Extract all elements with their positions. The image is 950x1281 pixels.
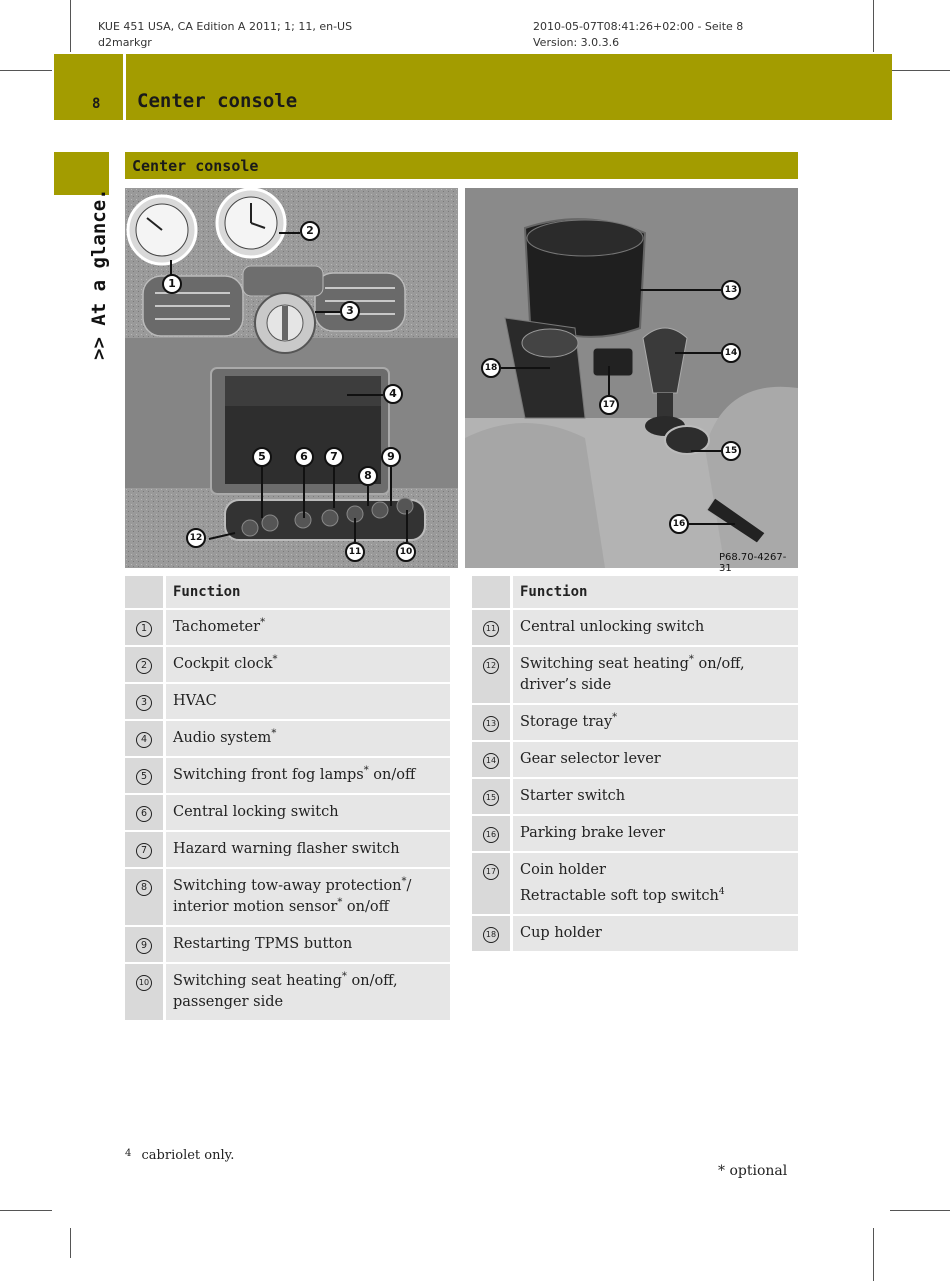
print-meta-line: Version: 3.0.3.6 [533,36,620,49]
item-number: 12 [483,658,499,674]
optional-note: * optional [718,1163,788,1179]
callout-marker: 12 [186,528,206,548]
function-label-suffix: on/off [342,899,389,915]
table-row [125,720,450,757]
table-row [125,609,450,646]
function-label: Switching seat heating [520,656,689,672]
function-label: Cup holder [520,925,602,941]
console-illustration [465,188,798,568]
item-number: 8 [136,880,152,896]
table-row [125,831,450,868]
callout-marker: 10 [396,542,416,562]
function-label: Switching tow-away protection [173,878,402,894]
footnote-text: cabriolet only. [141,1148,235,1163]
table-row [472,778,798,815]
table-row [125,757,450,794]
footnote-ref: 4 [718,887,725,898]
function-table-right [472,576,798,953]
page-title: Center console [137,90,298,112]
table-row [125,963,450,1021]
console-photo [465,188,798,574]
item-number: 17 [483,864,499,880]
item-number: 4 [136,732,152,748]
optional-star: * [260,617,266,629]
callout-marker: 15 [721,441,741,461]
function-label: Cockpit clock [173,656,273,672]
print-meta-line: 2010-05-07T08:41:26+02:00 - Seite 8 [533,20,744,33]
item-number: 16 [483,827,499,843]
optional-star: * [688,654,694,666]
dashboard-photo [125,188,458,568]
crop-mark [873,1228,874,1281]
callout-marker: 14 [721,343,741,363]
optional-star: * [341,971,347,983]
table-row [472,704,798,741]
table-row [125,794,450,831]
function-label: Hazard warning flasher switch [173,841,400,857]
print-meta-line: KUE 451 USA, CA Edition A 2011; 1; 11, en-US [98,20,353,33]
crop-mark [890,70,950,71]
crop-mark [70,1228,71,1258]
optional-star: * [337,897,343,909]
item-number: 6 [136,806,152,822]
function-label-suffix: / [406,878,412,894]
crop-mark [890,1210,950,1211]
function-label-line2: interior motion sensor [173,899,338,915]
table-row [125,646,450,683]
print-meta-line: d2markgr [98,36,152,49]
function-label: Restarting TPMS button [173,936,353,952]
callout-marker: 5 [252,447,272,467]
callout-marker: 4 [383,384,403,404]
table-row [125,683,450,720]
table-row [472,741,798,778]
item-number: 11 [483,621,499,637]
callout-marker: 2 [300,221,320,241]
table-header-row [472,576,798,609]
callout-marker: 16 [669,514,689,534]
item-number: 1 [136,621,152,637]
function-label-suffix: on/off [368,767,416,783]
item-number: 5 [136,769,152,785]
dashboard-illustration [125,188,458,568]
table-header: Function [165,576,451,609]
optional-star: * [612,712,618,724]
table-header-row [125,576,450,609]
function-label: Switching front fog lamps [173,767,364,783]
function-table-left [125,576,450,1022]
function-label: Central unlocking switch [520,619,705,635]
optional-star: * [271,728,277,740]
function-label-suffix: on/off, [693,656,745,672]
function-label-line2: driver’s side [520,677,612,693]
crop-mark [0,70,52,71]
section-title: Center console [132,157,259,175]
function-label-line2: Retractable soft top switch [520,888,719,904]
function-label: Gear selector lever [520,751,661,767]
callout-marker: 11 [345,542,365,562]
callout-marker: 1 [162,274,182,294]
callout-marker: 13 [721,280,741,300]
function-label-line2: passenger side [173,994,284,1010]
item-number: 3 [136,695,152,711]
table-header: Function [512,576,799,609]
side-tab-label: >> At a glance. [88,188,110,360]
function-label: Central locking switch [173,804,339,820]
optional-star: * [401,876,407,888]
callout-marker: 3 [340,301,360,321]
table-row [472,915,798,952]
optional-star: * [272,654,278,666]
item-number: 15 [483,790,499,806]
table-row [472,852,798,915]
table-row [472,646,798,704]
item-number: 10 [136,975,152,991]
function-label: Switching seat heating [173,973,342,989]
photo-reference-code: P68.70-4267-31 [719,552,787,574]
function-label: Parking brake lever [520,825,666,841]
function-label: HVAC [173,693,217,709]
table-row [472,609,798,646]
callout-marker: 8 [358,466,378,486]
item-number: 18 [483,927,499,943]
callout-marker: 7 [324,447,344,467]
function-label: Coin holder [520,862,606,878]
footnote-mark: 4 [125,1148,132,1159]
callout-marker: 17 [599,395,619,415]
print-meta-right [533,19,743,51]
table-row [125,868,450,926]
item-number: 9 [136,938,152,954]
page-number: 8 [92,96,101,112]
item-number: 14 [483,753,499,769]
table-row [472,815,798,852]
table-row [125,926,450,963]
function-label: Tachometer [173,619,261,635]
callout-marker: 6 [294,447,314,467]
item-number: 7 [136,843,152,859]
page-number-band [54,54,123,120]
item-number: 13 [483,716,499,732]
callout-marker: 9 [381,447,401,467]
footnote [125,1148,234,1163]
item-number: 2 [136,658,152,674]
function-label-suffix: on/off, [346,973,398,989]
optional-star: * [363,765,369,777]
crop-mark [0,1210,52,1211]
print-meta-left [98,19,352,51]
function-label: Starter switch [520,788,626,804]
function-label: Storage tray [520,714,613,730]
crop-mark [873,0,874,52]
function-label: Audio system [173,730,272,746]
crop-mark [70,0,71,52]
callout-marker: 18 [481,358,501,378]
